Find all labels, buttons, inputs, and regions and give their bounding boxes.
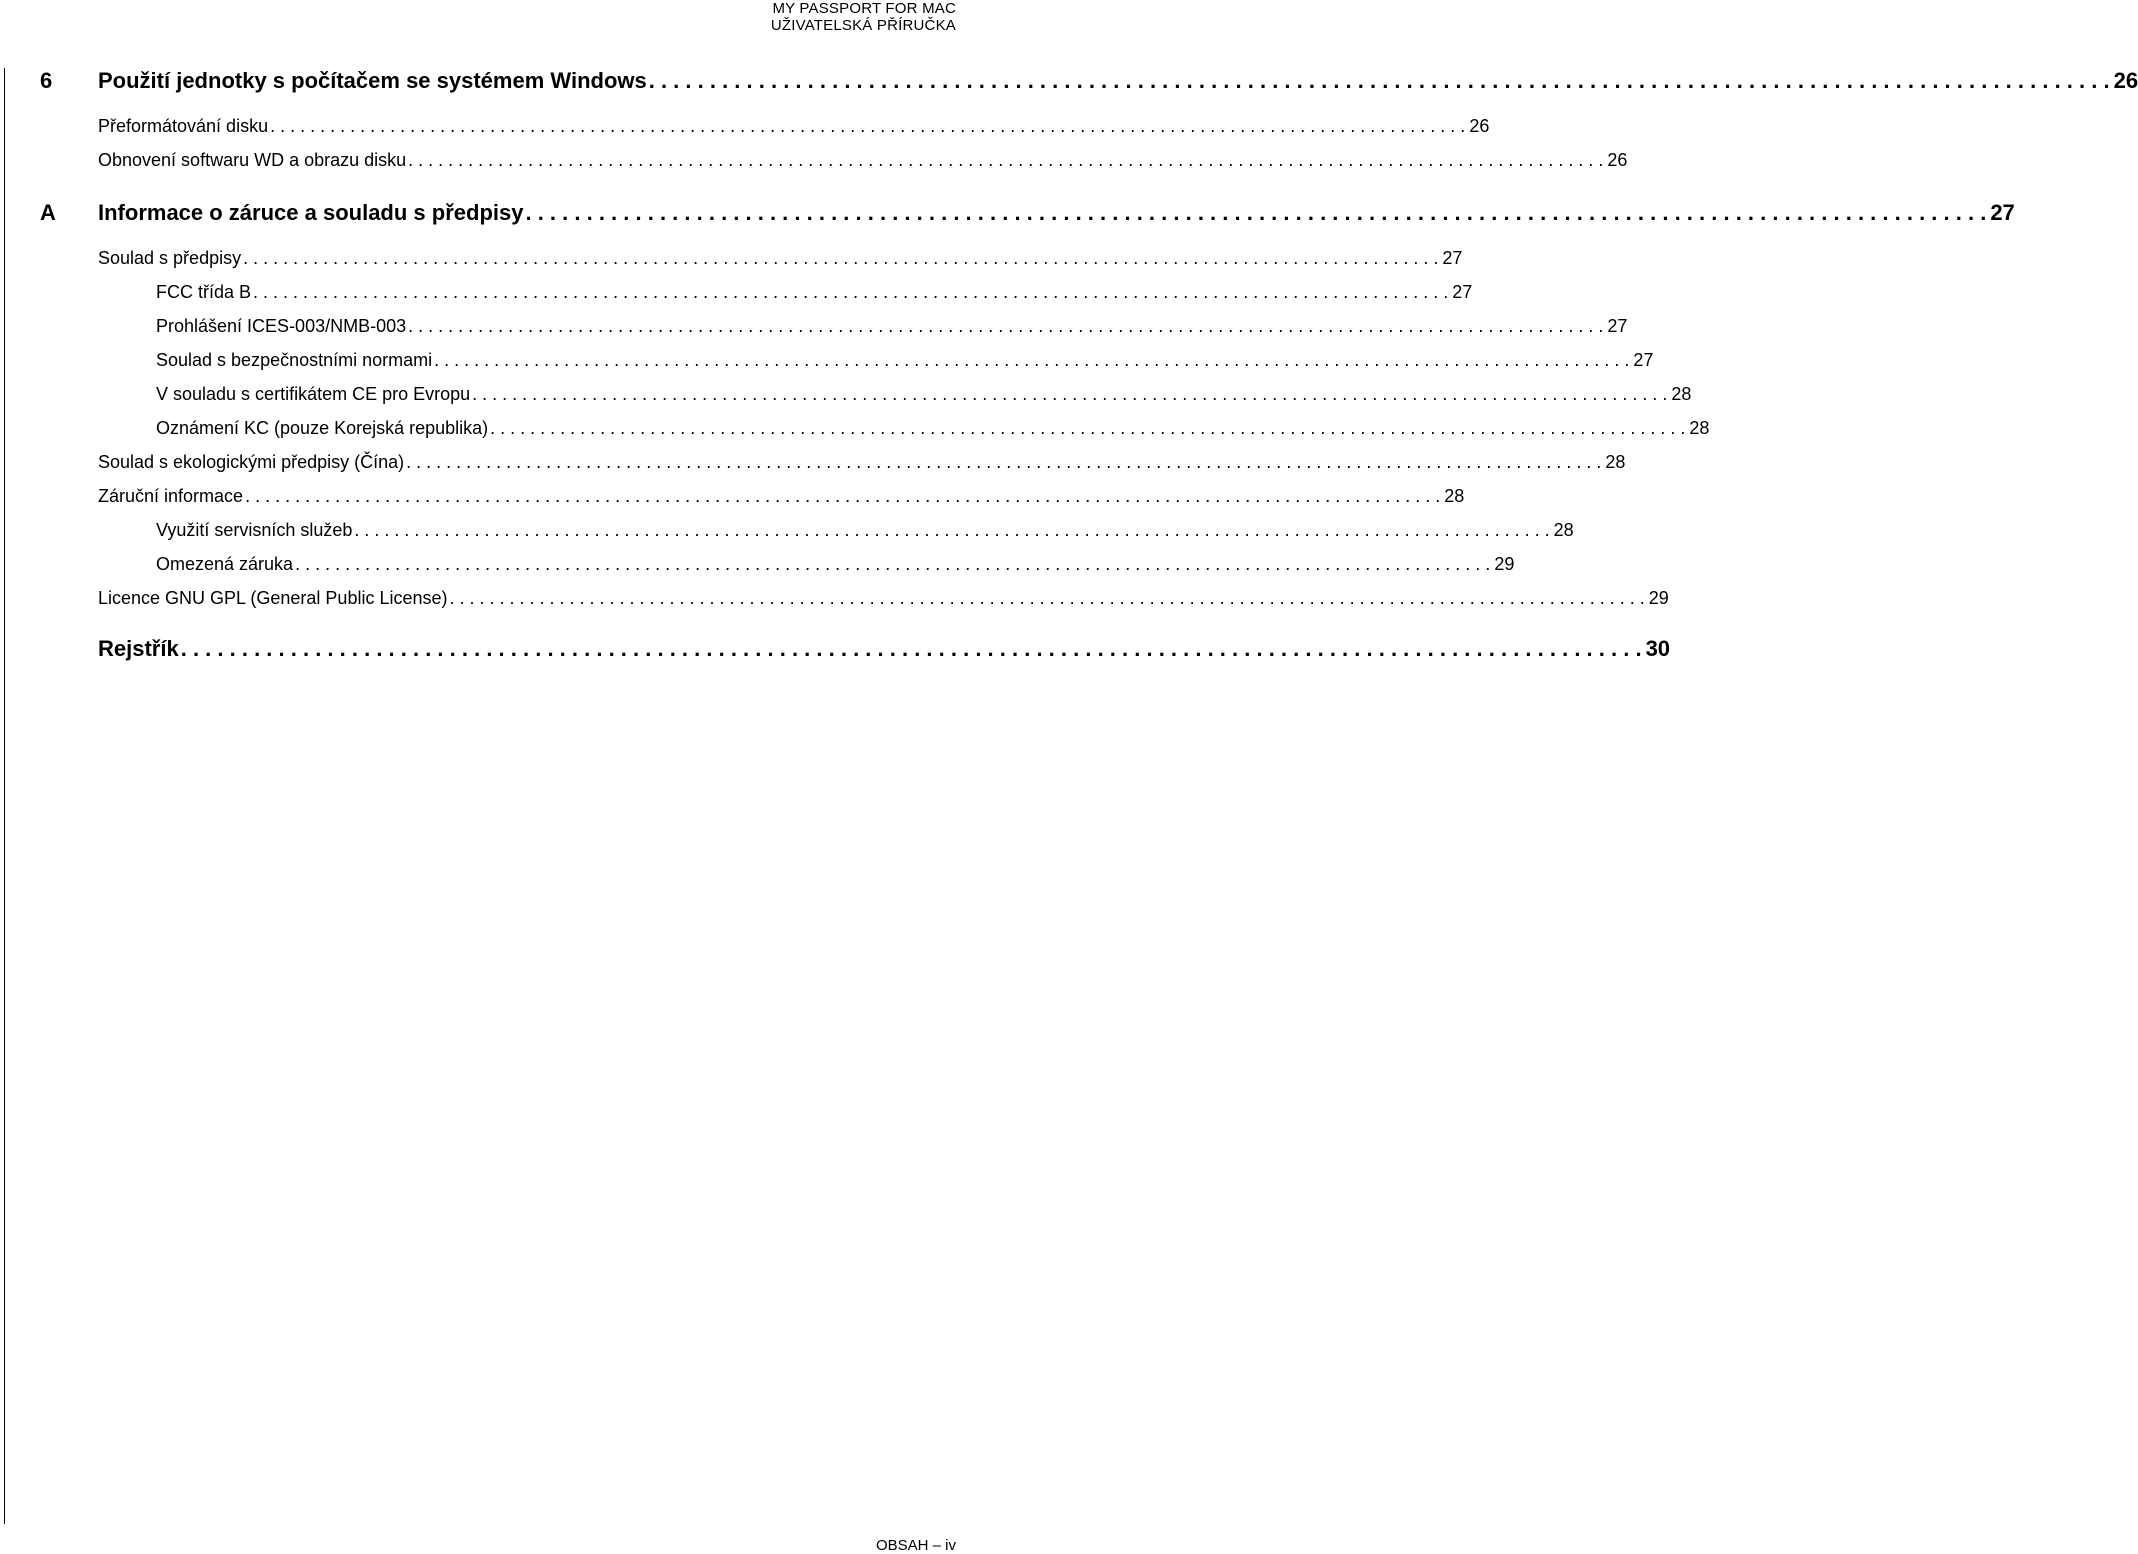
toc-entry-title: Prohlášení ICES-003/NMB-003 [156,316,407,336]
toc-entry-index[interactable] [98,636,1671,662]
dot-leader: . . . . . . . . . . . . . . . . . . . . . . . . . . . . . . . . . . . . . . . . . . . . . . . . . . . . . . . . . . . . . . . . . . . . . . . . . . . . . . . . . . . . . . . . . . . . . . . . . . . . . . . . . . . . . . . . . . . . . . . . [354,520,1550,540]
dot-leader: . . . . . . . . . . . . . . . . . . . . . . . . . . . . . . . . . . . . . . . . . . . . . . . . . . . . . . . . . . . . . . . . . . . . . . . . . . . . . . . . . . . . . . . . . . . . . . . . . . . . . . . . . . . . . . . . . . . . . . . . [472,384,1668,404]
toc-entry[interactable] [156,554,1515,575]
toc-entry-page: 26 [2113,68,2138,93]
toc-entry[interactable] [98,486,1465,507]
dot-leader: . . . . . . . . . . . . . . . . . . . . . . . . . . . . . . . . . . . . . . . . . . . . . . . . . . . . . . . . . . . . . . . . . . . . . . . . . . . . . . . . . . . . . . . . . . . . . . . . . . . . . . . . . . . . . . . . . . . . . . . . [243,248,1439,268]
toc-entry[interactable] [98,452,1626,473]
toc-entry-page: 27 [1452,282,1473,302]
toc-entry-title: Soulad s bezpečnostními normami [156,350,433,370]
header-manual: UŽIVATELSKÁ PŘÍRUČKA [770,17,956,34]
toc-entry[interactable] [156,282,1473,303]
dot-leader: . . . . . . . . . . . . . . . . . . . . . . . . . . . . . . . . . . . . . . . . . . . . . . . . . . . . . . . . . . . . . . . . . . . . . . . . . . . . . . . . . . . . . . . . . . . . . . . . . . . . . . . . . . . . . . . . . . . . . . . . [525,200,1987,225]
dot-leader: . . . . . . . . . . . . . . . . . . . . . . . . . . . . . . . . . . . . . . . . . . . . . . . . . . . . . . . . . . . . . . . . . . . . . . . . . . . . . . . . . . . . . . . . . . . . . . . . . . . . . . . . . . . . . . . . . . . . . . . . [406,452,1602,472]
toc-entry-title: Omezená záruka [156,554,294,574]
toc-entry-title: Informace o záruce a souladu s předpisy [98,200,524,225]
toc-entry-chapter-6[interactable] [40,68,2138,94]
dot-leader: . . . . . . . . . . . . . . . . . . . . . . . . . . . . . . . . . . . . . . . . . . . . . . . . . . . . . . . . . . . . . . . . . . . . . . . . . . . . . . . . . . . . . . . . . . . . . . . . . . . . . . . . . . . . . . . . . . . . . . . . [434,350,1630,370]
toc-entry-title: Soulad s ekologickými předpisy (Čína) [98,452,405,472]
dot-leader: . . . . . . . . . . . . . . . . . . . . . . . . . . . . . . . . . . . . . . . . . . . . . . . . . . . . . . . . . . . . . . . . . . . . . . . . . . . . . . . . . . . . . . . . . . . . . . . . . . . . . . . . . . . . . . . . . . . . . . . . [490,418,1686,438]
dot-leader: . . . . . . . . . . . . . . . . . . . . . . . . . . . . . . . . . . . . . . . . . . . . . . . . . . . . . . . . . . . . . . . . . . . . . . . . . . . . . . . . . . . . . . . . . . . . . . . . . . . . . . . . . . . . . . . . . . . . . . . . [180,636,1642,661]
toc-entry[interactable] [156,418,1710,439]
toc-entry-title: FCC třída B [156,282,252,302]
toc-entry-title: Obnovení softwaru WD a obrazu disku [98,150,407,170]
toc-entry-page: 29 [1494,554,1515,574]
toc-entry[interactable] [98,588,1669,609]
toc-entry-title: Přeformátování disku [98,116,269,136]
dot-leader: . . . . . . . . . . . . . . . . . . . . . . . . . . . . . . . . . . . . . . . . . . . . . . . . . . . . . . . . . . . . . . . . . . . . . . . . . . . . . . . . . . . . . . . . . . . . . . . . . . . . . . . . . . . . . . . . . . . . . . . . [408,150,1604,170]
toc-entry-title: V souladu s certifikátem CE pro Evropu [156,384,471,404]
toc-entry-page: 28 [1444,486,1465,506]
toc-entry-title: Využití servisních služeb [156,520,353,540]
chapter-number: 6 [40,68,53,93]
toc-entry[interactable] [156,384,1692,405]
toc-entry-title: Použití jednotky s počítačem se systémem Windows [98,68,647,93]
dot-leader: . . . . . . . . . . . . . . . . . . . . . . . . . . . . . . . . . . . . . . . . . . . . . . . . . . . . . . . . . . . . . . . . . . . . . . . . . . . . . . . . . . . . . . . . . . . . . . . . . . . . . . . . . . . . . . . . . . . . . . . . [253,282,1449,302]
toc-entry-page: 27 [1607,316,1628,336]
toc-entry-page: 28 [1553,520,1574,540]
toc-entry-page: 27 [1442,248,1463,268]
toc-entry-title: Rejstřík [98,636,179,661]
dot-leader: . . . . . . . . . . . . . . . . . . . . . . . . . . . . . . . . . . . . . . . . . . . . . . . . . . . . . . . . . . . . . . . . . . . . . . . . . . . . . . . . . . . . . . . . . . . . . . . . . . . . . . . . . . . . . . . . . . . . . . . . [408,316,1604,336]
toc-entry-page: 28 [1671,384,1692,404]
toc-entry[interactable] [98,248,1463,269]
toc-entry-title: Soulad s předpisy [98,248,242,268]
toc-entry[interactable] [98,150,1628,171]
toc-entry[interactable] [156,350,1654,371]
toc-entry-title: Oznámení KC (pouze Korejská republika) [156,418,489,438]
toc-entry-page: 27 [1633,350,1654,370]
dot-leader: . . . . . . . . . . . . . . . . . . . . . . . . . . . . . . . . . . . . . . . . . . . . . . . . . . . . . . . . . . . . . . . . . . . . . . . . . . . . . . . . . . . . . . . . . . . . . . . . . . . . . . . . . . . . . . . . . . . . . . . . [648,68,2110,93]
toc-entry-page: 27 [1990,200,2015,225]
toc-entry-chapter-a[interactable] [40,200,2015,226]
running-header [771,0,956,34]
toc-entry-page: 28 [1689,418,1710,438]
dot-leader: . . . . . . . . . . . . . . . . . . . . . . . . . . . . . . . . . . . . . . . . . . . . . . . . . . . . . . . . . . . . . . . . . . . . . . . . . . . . . . . . . . . . . . . . . . . . . . . . . . . . . . . . . . . . . . . . . . . . . . . . [449,588,1645,608]
margin-rule [4,68,5,1524]
toc-entry[interactable] [156,520,1574,541]
dot-leader: . . . . . . . . . . . . . . . . . . . . . . . . . . . . . . . . . . . . . . . . . . . . . . . . . . . . . . . . . . . . . . . . . . . . . . . . . . . . . . . . . . . . . . . . . . . . . . . . . . . . . . . . . . . . . . . . . . . . . . . . [270,116,1466,136]
toc-entry-page: 29 [1648,588,1669,608]
toc-entry-title: Licence GNU GPL (General Public License) [98,588,448,608]
toc-entry[interactable] [156,316,1628,337]
chapter-number: A [40,200,56,225]
toc-entry[interactable] [98,116,1490,137]
toc-entry-page: 26 [1607,150,1628,170]
page-footer: OBSAH – iv [875,1537,956,1554]
toc-entry-title: Záruční informace [98,486,244,506]
toc-entry-page: 30 [1645,636,1671,661]
header-product: MY PASSPORT FOR MAC [772,0,956,17]
dot-leader: . . . . . . . . . . . . . . . . . . . . . . . . . . . . . . . . . . . . . . . . . . . . . . . . . . . . . . . . . . . . . . . . . . . . . . . . . . . . . . . . . . . . . . . . . . . . . . . . . . . . . . . . . . . . . . . . . . . . . . . . [245,486,1441,506]
toc-entry-page: 28 [1605,452,1626,472]
dot-leader: . . . . . . . . . . . . . . . . . . . . . . . . . . . . . . . . . . . . . . . . . . . . . . . . . . . . . . . . . . . . . . . . . . . . . . . . . . . . . . . . . . . . . . . . . . . . . . . . . . . . . . . . . . . . . . . . . . . . . . . . [295,554,1491,574]
toc-entry-page: 26 [1469,116,1490,136]
